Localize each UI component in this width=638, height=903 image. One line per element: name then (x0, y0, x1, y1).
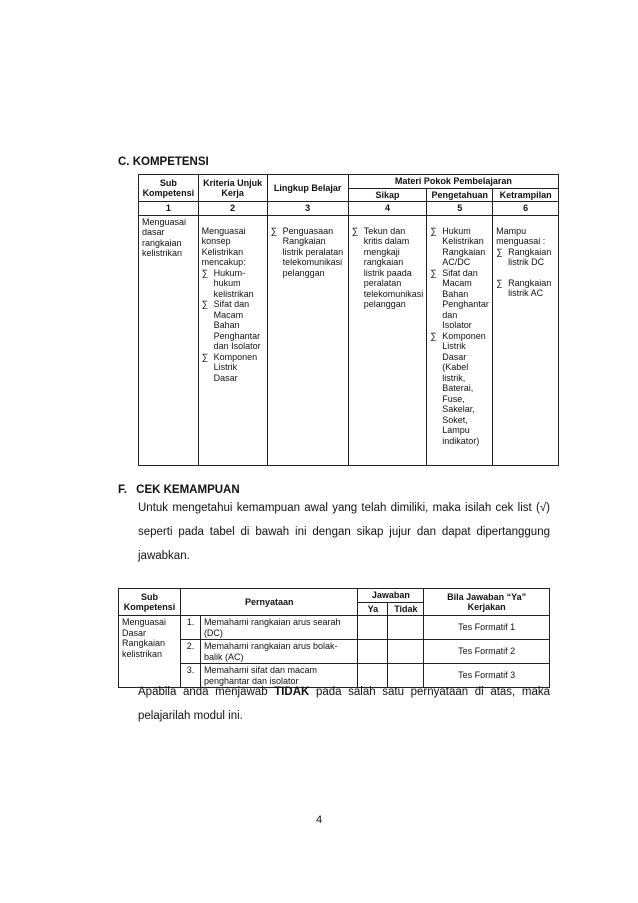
row-statement: Memahami sifat dan macam penghantar dan isolator (200, 664, 358, 688)
section-f-title (118, 484, 240, 496)
cell-pengetahuan (427, 215, 493, 465)
col-number: 2 (198, 202, 267, 216)
header-materi: Materi Pokok Pembelajaran (348, 175, 558, 189)
section-f-intro: Untuk mengetahui kemampuan awal yang telah dimiliki, maka isilah cek list (√) seperti pada tabel di bawah ini dengan sikap jujur dan dapat dipertanggung jawabkan. (138, 502, 550, 562)
answer-tidak-checkbox[interactable] (388, 640, 424, 664)
list-item: ∑ Rangkaian listrik AC (496, 278, 555, 299)
section-f-letter: F. (118, 484, 127, 496)
row-action: Tes Formatif 2 (424, 640, 550, 664)
header-sub-kompetensi: Sub Kompetensi (119, 589, 181, 616)
header-pernyataan: Pernyataan (180, 589, 357, 616)
header-sub-kompetensi: Sub Kompetensi (139, 175, 199, 202)
header-ketrampilan: Ketrampilan (493, 188, 559, 202)
cell-sikap (348, 215, 427, 465)
row-number: 2. (180, 640, 200, 664)
cell-kriteria (198, 215, 267, 465)
header-tidak: Tidak (388, 602, 424, 616)
col-number: 5 (427, 202, 493, 216)
list-item: ∑ Tekun dan kritis dalam mengkaji rangkaian listrik paada peralatan telekomunikasi pelanggan (352, 226, 424, 310)
table-row (119, 616, 550, 640)
list-item: ∑ Hukum-hukum kelistrikan (202, 268, 264, 300)
page-number: 4 (315, 814, 323, 826)
col-number: 4 (348, 202, 427, 216)
list-item: ∑ Sifat dan Macam Bahan Penghantar dan Isolator (430, 268, 489, 331)
header-bila-jawaban: Bila Jawaban “Ya” Kerjakan (424, 589, 550, 616)
self-check-table (118, 588, 550, 688)
header-sikap: Sikap (348, 188, 427, 202)
header-lingkup: Lingkup Belajar (267, 175, 348, 202)
ketrampilan-intro: Mampu menguasai : (496, 225, 546, 246)
answer-ya-checkbox[interactable] (358, 616, 388, 640)
header-ya: Ya (358, 602, 388, 616)
section-c-title: C. KOMPETENSI (118, 156, 209, 168)
row-action: Tes Formatif 3 (424, 664, 550, 688)
header-kriteria: Kriteria Unjuk Kerja (198, 175, 267, 202)
list-item: ∑ Rangkaian listrik DC (496, 247, 555, 268)
row-number: 3. (180, 664, 200, 688)
closing-text-start: Apabila anda menjawab (138, 686, 275, 698)
kriteria-intro: Menguasai konsep Kelistrikan mencakup: (201, 225, 246, 267)
answer-ya-checkbox[interactable] (358, 640, 388, 664)
answer-tidak-checkbox[interactable] (388, 616, 424, 640)
list-item: ∑ Komponen Listrik Dasar (Kabel listrik, Baterai, Fuse, Sakelar, Soket, Lampu indikator) (430, 331, 489, 447)
row-number: 1. (180, 616, 200, 640)
list-item: ∑ Penguasaan Rangkaian listrik peralatan telekomunikasi pelanggan (271, 226, 345, 279)
closing-emphasis: TIDAK (274, 686, 310, 698)
col-number: 1 (139, 202, 199, 216)
col-number: 6 (493, 202, 559, 216)
list-item: ∑ Hukum Kelistrikan Rangkaian AC/DC (430, 226, 489, 268)
section-f-heading: CEK KEMAMPUAN (136, 484, 240, 496)
cell-sub-kompetensi: Menguasai Dasar Rangkaian kelistrikan (119, 616, 181, 688)
row-action: Tes Formatif 1 (424, 616, 550, 640)
table-row (119, 640, 550, 664)
closing-text-end: pada salah satu pernyataan di atas, maka pelajarilah modul ini. (138, 686, 550, 722)
header-jawaban: Jawaban (358, 589, 424, 603)
col-number: 3 (267, 202, 348, 216)
cell-sub-kompetensi: Menguasai dasar rangkaian kelistrikan (139, 215, 199, 465)
row-statement: Memahami rangkaian arus bolak-balik (AC) (200, 640, 358, 664)
closing-paragraph (138, 680, 550, 728)
row-statement: Memahami rangkaian arus searah (DC) (200, 616, 358, 640)
header-pengetahuan: Pengetahuan (427, 188, 493, 202)
cell-lingkup (267, 215, 348, 465)
competency-table (138, 174, 559, 466)
list-item: ∑ Sifat dan Macam Bahan Penghantar dan Isolator (202, 299, 264, 352)
cell-ketrampilan (493, 215, 559, 465)
list-item: ∑ Komponen Listrik Dasar (202, 352, 264, 384)
